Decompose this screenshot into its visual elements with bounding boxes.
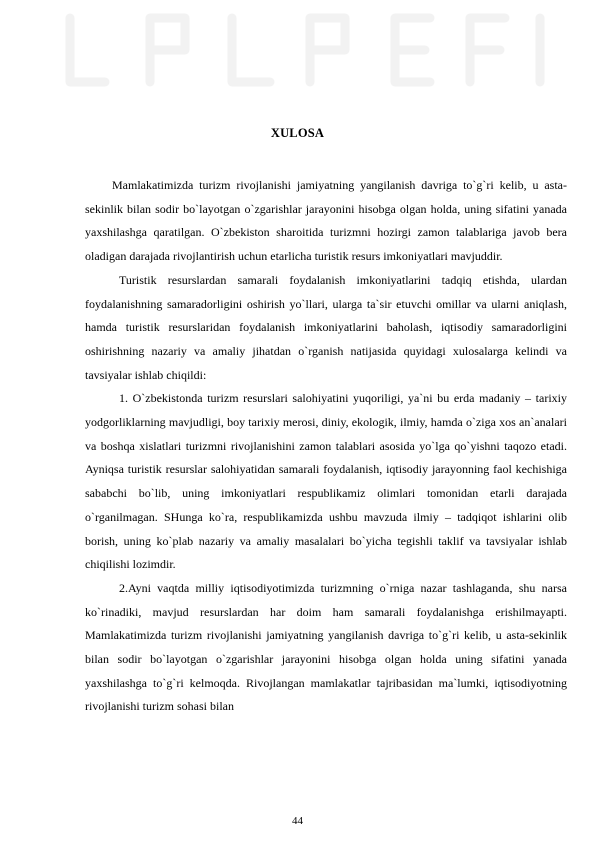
document-body <box>85 174 567 719</box>
paragraph: 1. O`zbekistonda turizm resurslari salohiyatini yuqoriligi, ya`ni bu erda madaniy – tarixiy yodgorliklarning mavjudligi, boy tarixiy merosi, diniy, ekologik, ilmiy, hamda o`ziga xos an`analari va boshqa xislatlari turizmni rivojlanishini zamon talablari asosida yo`lga qo`yishni taqozo etadi. Ayniqsa turistik resurslar salohiyatidan samarali foydalanish, iqtisodiy jarayonning faol kechishiga sababchi bo`lib, uning imkoniyatlari respublikamiz olimlari tomonidan etarli darajada o`rganilmagan. SHunga ko`ra, respublikamizda ushbu mavzuda ilmiy – tadqiqot ishlarini olib borish, uning ko`plab nazariy va amaliy masalalari bo`yicha tegishli taklif va tavsiyalar ishlab chiqilishi lozimdir. <box>85 391 567 572</box>
page-number: 44 <box>292 815 303 827</box>
paragraph: 2.Ayni vaqtda milliy iqtisodiyotimizda turizmning o`rniga nazar tashlaganda, shu narsa ko`rinadiki, mavjud resurslardan har doim ham samarali foydalanishga erishilmayapti. Mamlakatimizda turizm rivojlanishi jamiyatning yangilanish davriga to`g`ri kelib, u asta-sekinlik bilan sodir bo`layotgan o`zgarishlar jarayonini hisobga olgan holda uning sifatini yanada yaxshilashga to`g`ri kelmoqda. Rivojlangan mamlakatlar tajribasidan ma`lumki, iqtisodiyotning rivojlanishi turizm sohasi bilan <box>85 580 567 714</box>
watermark-logo <box>0 0 595 110</box>
page-title: XULOSA <box>270 126 325 140</box>
paragraph: Turistik resurslardan samarali foydalanish imkoniyatlarini tadqiq etishda, ulardan foydalanishning samaradorligini oshirish yo`llari, ularga ta`sir etuvchi omillar va ularni aniqlash, hamda turistik resurslaridan foydalanish imkoniyatlarini baholash, iqtisodiy samaradorligini oshirishning nazariy va amaliy jihatdan o`rganish natijasida quyidagi xulosalarga kelindi va tavsiyalar ishlab chiqildi: <box>85 272 567 382</box>
paragraph: Mamlakatimizda turizm rivojlanishi jamiyatning yangilanish davriga to`g`ri kelib, u asta-sekinlik bilan sodir bo`layotgan o`zgarishlar jarayonini hisobga olgan holda, uning sifatini yanada yaxshilashga qaratilgan. O`zbekiston sharoitida turizmni hozirgi zamon talablariga javob bera oladigan darajada rivojlantirish uchun etarlicha turistik resurs imkoniyatlari mavjuddir. <box>85 178 567 264</box>
